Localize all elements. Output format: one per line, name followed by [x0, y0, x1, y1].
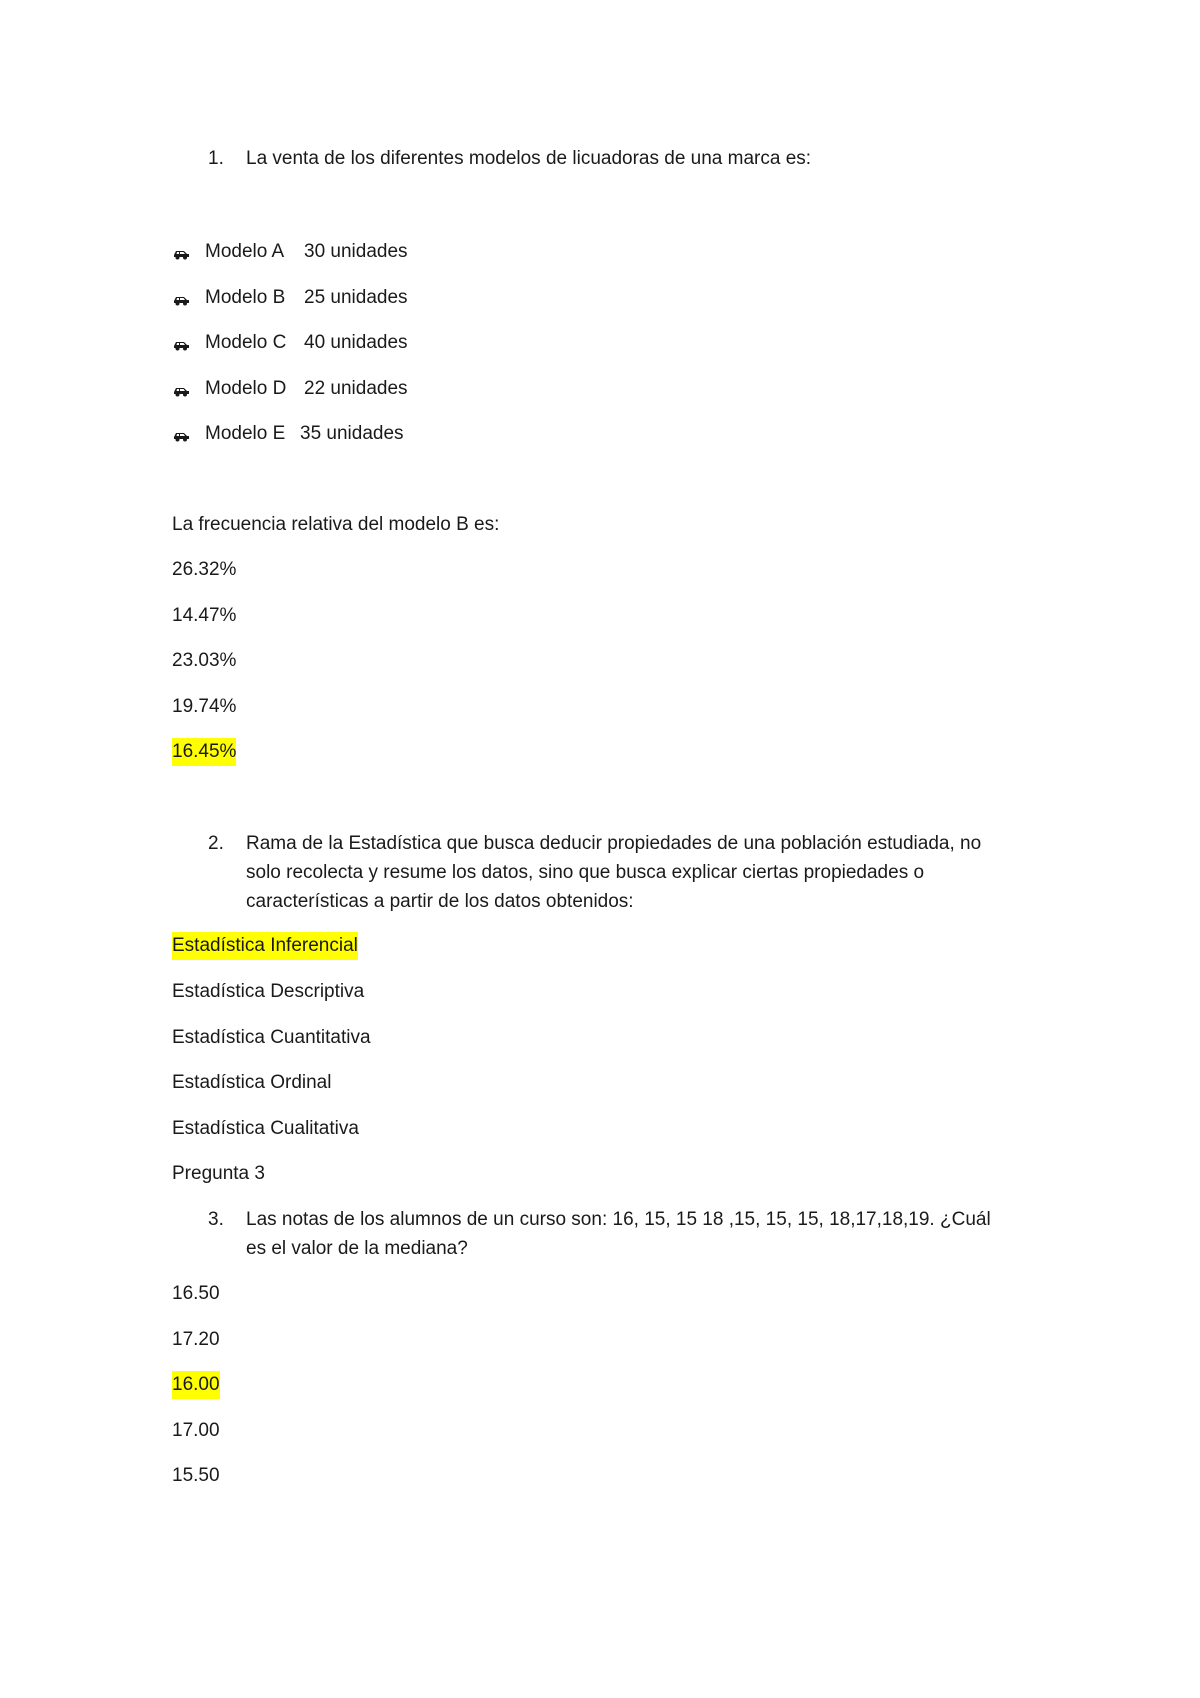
q1-model-b-units: 25 unidades [304, 287, 408, 308]
q1-option-2: 14.47% [172, 605, 237, 626]
q2-text-line-3: características a partir de los datos obtenidos: [246, 891, 634, 912]
car-bullet-icon [172, 246, 190, 260]
q3-option-3-answer: 16.00 [172, 1371, 220, 1399]
car-bullet-icon [172, 337, 190, 351]
q1-model-b-label: Modelo B [205, 287, 286, 308]
q1-option-4: 19.74% [172, 696, 237, 717]
q2-text-line-2: solo recolecta y resume los datos, sino que busca explicar ciertas propiedades o [246, 862, 925, 883]
q2-text-line-1: Rama de la Estadística que busca deducir propiedades de una población estudiada, no [246, 833, 982, 854]
q1-text: La venta de los diferentes modelos de licuadoras de una marca es: [246, 148, 812, 169]
q1-model-a-label: Modelo A [205, 241, 285, 262]
car-bullet-icon [172, 383, 190, 397]
q1-model-d-units: 22 unidades [304, 378, 408, 399]
q2-option-4: Estadística Ordinal [172, 1072, 332, 1093]
q2-option-3: Estadística Cuantitativa [172, 1027, 371, 1048]
q1-option-3: 23.03% [172, 650, 237, 671]
q3-text-line-2: es el valor de la mediana? [246, 1238, 468, 1259]
q3-option-5: 15.50 [172, 1465, 220, 1486]
q1-model-e-label: Modelo E [205, 423, 286, 444]
q3-heading: Pregunta 3 [172, 1163, 265, 1184]
q2-option-1-answer: Estadística Inferencial [172, 932, 358, 960]
q1-model-e-units: 35 unidades [300, 423, 404, 444]
q1-model-c-label: Modelo C [205, 332, 287, 353]
q3-option-1: 16.50 [172, 1283, 220, 1304]
q2-option-2: Estadística Descriptiva [172, 981, 365, 1002]
q3-text-line-1: Las notas de los alumnos de un curso son: 16, 15, 15 18 ,15, 15, 15, 18,17,18,19. ¿Cuál [246, 1209, 991, 1230]
q1-model-a-units: 30 unidades [304, 241, 408, 262]
q3-option-4: 17.00 [172, 1420, 220, 1441]
car-bullet-icon [172, 428, 190, 442]
q1-model-c-units: 40 unidades [304, 332, 408, 353]
car-bullet-icon [172, 292, 190, 306]
q2-option-5: Estadística Cualitativa [172, 1118, 359, 1139]
q3-number: 3. [208, 1209, 224, 1230]
q1-option-1: 26.32% [172, 559, 237, 580]
q1-number: 1. [208, 148, 224, 169]
q3-option-2: 17.20 [172, 1329, 220, 1350]
q1-prompt: La frecuencia relativa del modelo B es: [172, 514, 500, 535]
q1-model-d-label: Modelo D [205, 378, 287, 399]
q2-number: 2. [208, 833, 224, 854]
q1-option-5-answer: 16.45% [172, 738, 236, 766]
